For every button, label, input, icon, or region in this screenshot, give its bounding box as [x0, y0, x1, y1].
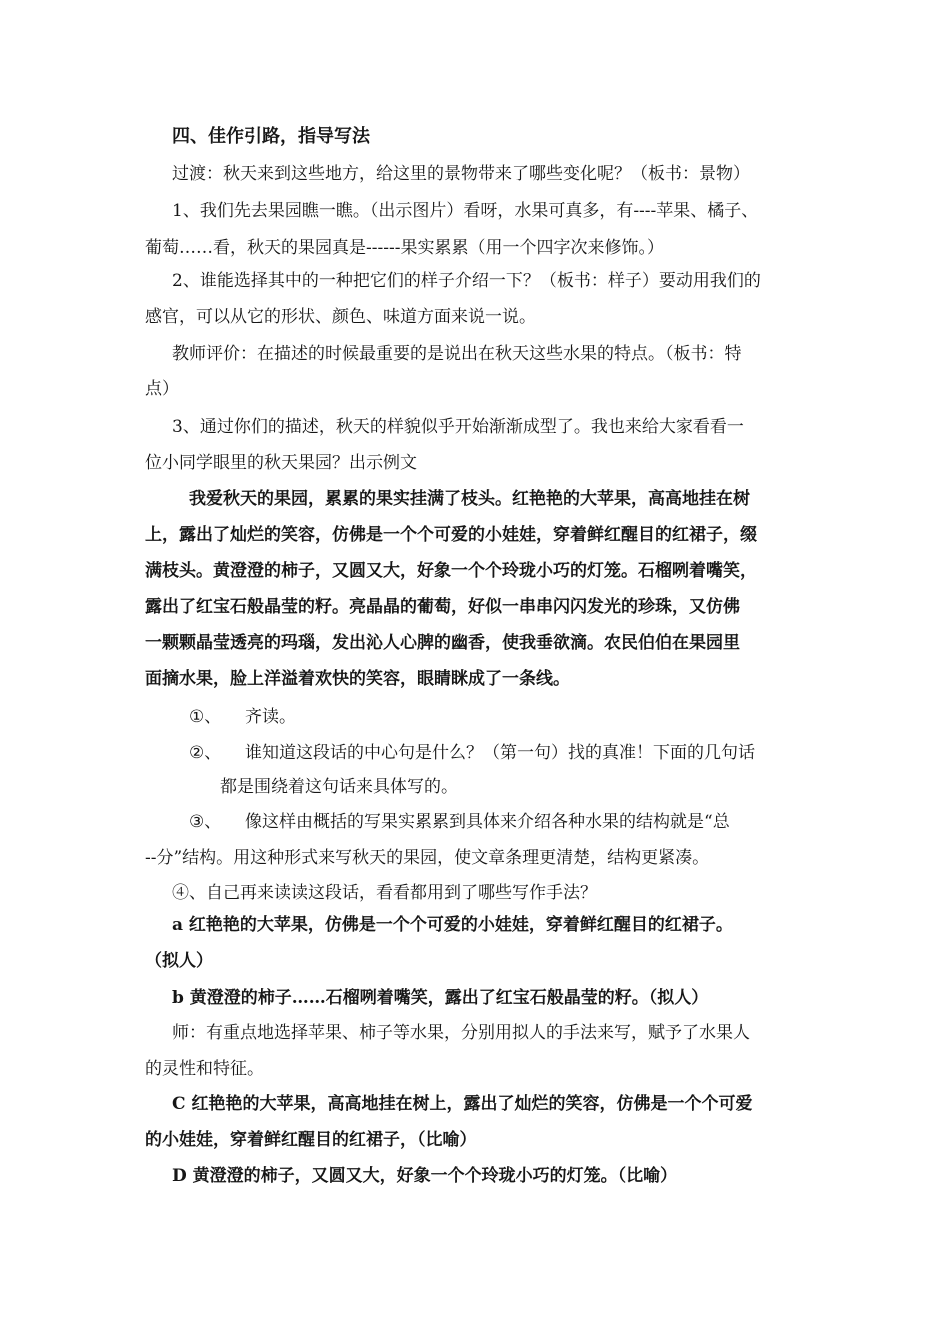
paragraph-1-line-2: 葡萄……看，秋天的果园真是------果实累累（用一个四字次来修饰。）: [145, 238, 664, 258]
paragraph-2-line-1: 2、谁能选择其中的一种把它们的样子介绍一下？（板书：样子）要动用我们的: [172, 271, 761, 291]
example-line: 露出了红宝石般晶莹的籽。亮晶晶的葡萄，好似一串串闪闪发光的珍珠，又仿佛: [145, 597, 740, 617]
section-title: 四、佳作引路，指导写法: [172, 126, 370, 147]
item-3-number: ③、: [189, 812, 222, 832]
teacher-comment-line-1: 师：有重点地选择苹果、柿子等水果，分别用拟人的手法来写，赋予了水果人: [172, 1023, 750, 1043]
technique-d-line: D 黄澄澄的柿子，又圆又大，好象一个个玲珑小巧的灯笼。（比喻）: [172, 1166, 678, 1186]
technique-a-line-1: a 红艳艳的大苹果，仿佛是一个个可爱的小娃娃，穿着鲜红醒目的红裙子。: [172, 915, 733, 935]
item-2-line-1: 谁知道这段话的中心句是什么？（第一句）找的真准！下面的几句话: [245, 743, 755, 763]
item-2-number: ②、: [189, 743, 222, 763]
item-3-line-1: 像这样由概括的写果实累累到具体来介绍各种水果的结构就是“总: [245, 812, 730, 832]
teacher-comment-line-2: 的灵性和特征。: [145, 1059, 264, 1079]
technique-b-line: b 黄澄澄的柿子……石榴咧着嘴笑，露出了红宝石般晶莹的籽。（拟人）: [172, 988, 709, 1008]
example-line: 我爱秋天的果园，累累的果实挂满了枝头。红艳艳的大苹果，高高地挂在树: [189, 489, 750, 509]
item-1-number: ①、: [189, 707, 222, 727]
paragraph-3-line-2: 位小同学眼里的秋天果园？出示例文: [145, 453, 417, 473]
technique-a-line-2: （拟人）: [145, 951, 213, 971]
example-line: 一颗颗晶莹透亮的玛瑙，发出沁人心脾的幽香，使我垂欲滴。农民伯伯在果园里: [145, 633, 740, 653]
technique-c-line-1: C 红艳艳的大苹果，高高地挂在树上，露出了灿烂的笑容，仿佛是一个个可爱: [172, 1094, 753, 1114]
teacher-evaluation-line-2: 点）: [145, 379, 179, 399]
item-1-text: 齐读。: [245, 707, 296, 727]
paragraph-2-line-2: 感官，可以从它的形状、颜色、味道方面来说一说。: [145, 307, 536, 327]
transition-text: 过渡：秋天来到这些地方，给这里的景物带来了哪些变化呢？（板书：景物）: [172, 164, 750, 184]
item-3-line-2: --分”结构。用这种形式来写秋天的果园，使文章条理更清楚，结构更紧凑。: [145, 848, 710, 868]
item-4-text: ④、自己再来读读这段话，看看都用到了哪些写作手法？: [172, 883, 597, 903]
item-2-line-2: 都是围绕着这句话来具体写的。: [220, 777, 458, 797]
example-line: 上，露出了灿烂的笑容，仿佛是一个个可爱的小娃娃，穿着鲜红醒目的红裙子，缀: [145, 525, 757, 545]
paragraph-1-line-1: 1、我们先去果园瞧一瞧。（出示图片）看呀，水果可真多，有----苹果、橘子、: [172, 201, 759, 221]
technique-c-line-2: 的小娃娃，穿着鲜红醒目的红裙子，（比喻）: [145, 1130, 477, 1150]
example-line: 满枝头。黄澄澄的柿子，又圆又大，好象一个个玲珑小巧的灯笼。石榴咧着嘴笑，: [145, 561, 757, 581]
example-line: 面摘水果，脸上洋溢着欢快的笑容，眼睛眯成了一条线。: [145, 669, 570, 689]
teacher-evaluation-line-1: 教师评价：在描述的时候最重要的是说出在秋天这些水果的特点。（板书：特: [172, 344, 742, 364]
paragraph-3-line-1: 3、通过你们的描述，秋天的样貌似乎开始渐渐成型了。我也来给大家看看一: [172, 417, 744, 437]
